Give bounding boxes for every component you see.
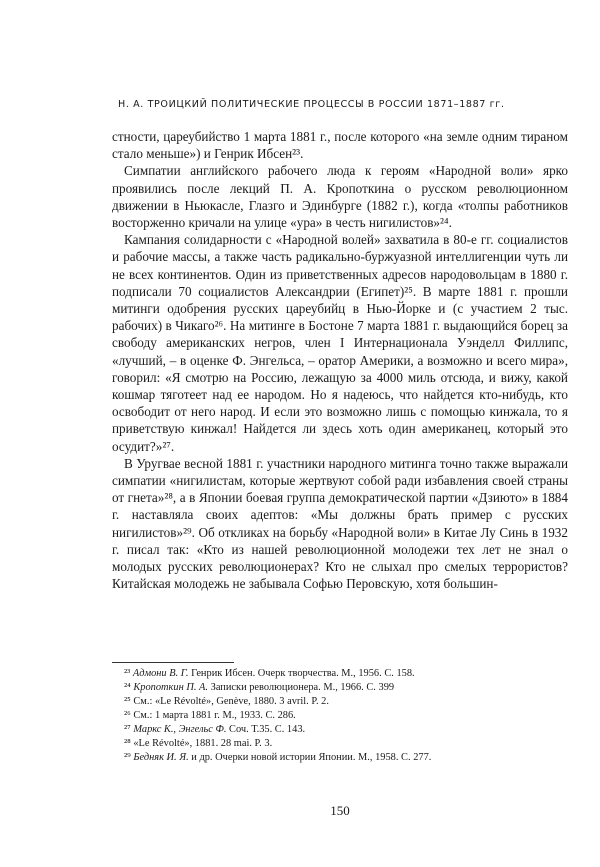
footnote-item: ²⁵ См.: «Le Révolté», Genève, 1880. 3 avril. P. 2. <box>124 696 329 707</box>
footnote-item: ²⁹ Бедняк И. Я. и др. Очерки новой истории Японии. М., 1958. С. 277. <box>124 752 432 763</box>
footnote-divider <box>112 662 234 663</box>
footnote-item: ²⁸ «Le Révolté», 1881. 28 mai. P. 3. <box>124 738 273 749</box>
paragraph: В Уругвае весной 1881 г. участники народного митинга точно также выражали симпатии «нигилистам, которые жертвуют собой ради избавления своей страны от гнета»²⁸, а в Японии боевая группа демократической партии «Дзиюто» в 1884 г. наставляла своих адептов: «Мы должны брать пример с русских нигилистов»²⁹. Об откликах на борьбу «Народной воли» в Китае Лу Синь в 1932 г. писал так: «Кто из нашей революционной молодежи тех лет не знал о молодых русских революционерах? Кто не слыхал про смелых террористов? Китайская молодежь не забывала Софью Перовскую, хотя большин- <box>112 455 568 592</box>
footnote-item: ²⁶ См.: 1 марта 1881 г. М., 1933. С. 286. <box>124 710 296 721</box>
footnote-item: ²⁴ Кропоткин П. А. Записки революционера. М., 1966. С. 399 <box>124 682 395 693</box>
running-header: Н. А. ТРОИЦКИЙ ПОЛИТИЧЕСКИЕ ПРОЦЕССЫ В РОССИИ 1871–1887 гг. <box>118 99 505 110</box>
paragraph: Симпатии английского рабочего люда к героям «Народной воли» ярко проявились после лекций П. А. Кропоткина о русском революционном движении в Ньюкасле, Глазго и Эдинбурге (1882 г.), когда «толпы работников восторженно кричали на улице «ура» в честь нигилистов»²⁴. <box>112 163 568 231</box>
page-number: 150 <box>330 803 350 818</box>
main-text <box>112 128 568 592</box>
footnote-item: ²³ Адмони В. Г. Генрик Ибсен. Очерк творчества. М., 1956. С. 158. <box>124 668 415 679</box>
footnote-item: ²⁷ Маркс К., Энгельс Ф. Соч. Т.35. С. 143. <box>124 724 306 735</box>
paragraph: стности, цареубийство 1 марта 1881 г., после которого «на земле одним тираном стало меньше») и Генрик Ибсен²³. <box>112 129 568 162</box>
paragraph: Кампания солидарности с «Народной волей» захватила в 80-е гг. социалистов и рабочие массы, а также часть радикально-буржуазной интеллигенции чуть ли не всех континентов. Один из приветственных адресов народовольцам в 1880 г. подписали 70 социалистов Александрии (Египет)²⁵. В марте 1881 г. прошли митинги одобрения русских цареубийц в Нью-Йорке и (с участием 2 тыс. рабочих) в Чикаго²⁶. На митинге в Бостоне 7 марта 1881 г. выдающийся борец за свободу американских негров, член I Интернационала Уэнделл Филлипс, «лучший, – в оценке Ф. Энгельса, – оратор Америки, а возможно и всего мира», говорил: «Я смотрю на Россию, лежащую за 4000 миль отсюда, и вижу, какой кошмар тяготеет над ее народом. Но я надеюсь, что найдется кто-нибудь, кто освободит от него народ. И если это возможно лишь с помощью кинжала, то я приветствую кинжал! Найдется ли здесь хоть один американец, который это осудит?»²⁷. <box>112 232 568 454</box>
footnotes <box>124 667 568 765</box>
